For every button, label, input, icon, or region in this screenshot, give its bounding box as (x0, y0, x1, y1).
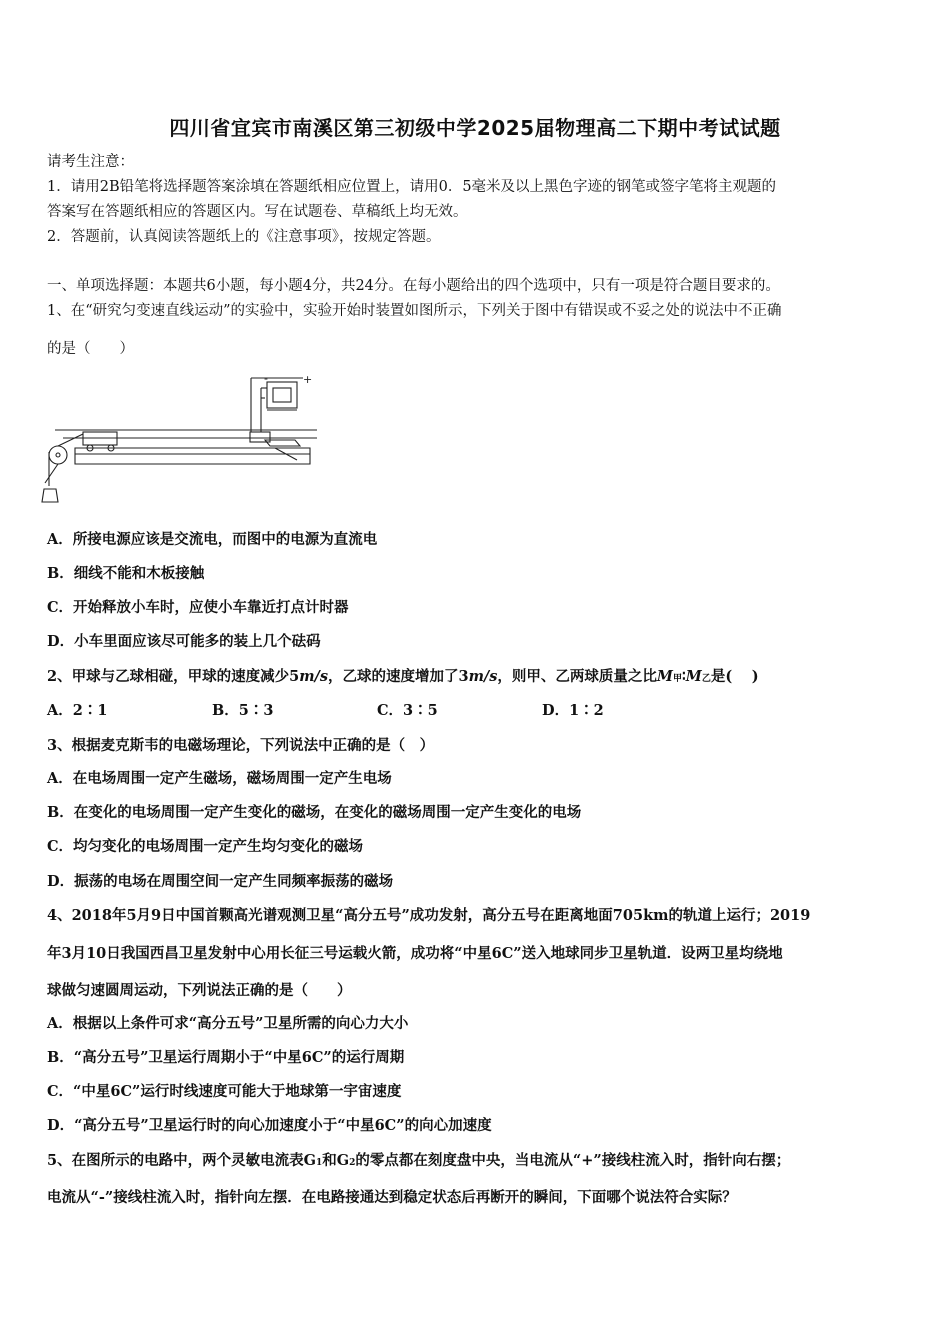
option-b: B．5∶3 (212, 702, 274, 719)
option-d: D．1∶2 (542, 702, 604, 719)
notice-line: 1．请用2B铅笔将选择题答案涂填在答题纸相应位置上，请用0．5毫米及以上黑色字迹的钢笔或签字笔将主观题的 (47, 179, 777, 195)
question-1-stem: 的是（ ） (47, 341, 134, 357)
question-4-stem: 4、2018年5月9日中国首颗高光谱观测卫星“高分五号”成功发射，高分五号在距离地面705km的轨道上运行；2019 (47, 907, 811, 924)
notice-line: 2．答题前，认真阅读答题纸上的《注意事项》，按规定答题。 (47, 229, 441, 245)
option-a: A．所接电源应该是交流电，而图中的电源为直流电 (47, 531, 378, 548)
option-a: A．在电场周围一定产生磁场，磁场周围一定产生电场 (47, 770, 392, 787)
option-b: B．在变化的电场周围一定产生变化的磁场，在变化的磁场周围一定产生变化的电场 (47, 804, 582, 821)
pulley (49, 446, 67, 464)
power-supply (267, 382, 297, 408)
question-3-stem: 3、根据麦克斯韦的电磁场理论，下列说法中正确的是（ ） (47, 737, 435, 754)
minus-terminal-label: - (264, 372, 268, 385)
option-d: D．振荡的电场在周围空间一定产生同频率振荡的磁场 (47, 873, 394, 890)
page-title: 四川省宜宾市南溪区第三初级中学2025届物理高二下期中考试试题 (169, 116, 781, 140)
option-d: D．小车里面应该尽可能多的装上几个砝码 (47, 633, 321, 650)
option-c: C．“中星6C”运行时线速度可能大于地球第一宇宙速度 (47, 1083, 402, 1100)
question-5-stem: 电流从“-”接线柱流入时，指针向左摆．在电路接通达到稳定状态后再断开的瞬间，下面哪个说法符合实际？ (47, 1189, 737, 1206)
plus-terminal-label: + (303, 373, 313, 386)
question-4-stem: 年3月10日我国西昌卫星发射中心用长征三号运载火箭，成功将“中星6C”送入地球同步卫星轨道．设两卫星均绕地 (47, 945, 783, 962)
option-b: B．细线不能和木板接触 (47, 565, 205, 582)
question-4-stem: 球做匀速圆周运动，下列说法正确的是（ ） (47, 982, 352, 999)
option-b: B．“高分五号”卫星运行周期小于“中星6C”的运行周期 (47, 1049, 405, 1066)
experiment-apparatus-figure (35, 368, 335, 508)
option-c: C．均匀变化的电场周围一定产生均匀变化的磁场 (47, 838, 364, 855)
option-a: A．2∶1 (47, 702, 108, 719)
question-1-stem: 1、在“研究匀变速直线运动”的实验中，实验开始时装置如图所示，下列关于图中有错误或不妥之处的说法中不正确 (47, 303, 782, 319)
option-d: D．“高分五号”卫星运行时的向心加速度小于“中星6C”的向心加速度 (47, 1117, 492, 1134)
question-2-options (47, 701, 707, 721)
question-2-stem: 2、甲球与乙球相碰，甲球的速度减少5m/s，乙球的速度增加了3m/s，则甲、乙两球质量之比M甲∶M乙是( ) (47, 668, 759, 685)
notice-line: 答案写在答题纸相应的答题区内。写在试题卷、草稿纸上均无效。 (47, 204, 468, 220)
question-5-stem: 5、在图所示的电路中，两个灵敏电流表G1和G2的零点都在刻度盘中央，当电流从“+”接线柱流入时，指针向右摆； (47, 1152, 791, 1169)
option-a: A．根据以上条件可求“高分五号”卫星所需的向心力大小 (47, 1015, 409, 1032)
option-c: C．3∶5 (377, 702, 438, 719)
hanging-weight (42, 489, 58, 502)
notice-heading: 请考生注意： (47, 154, 134, 170)
section-heading: 一、单项选择题：本题共6小题，每小题4分，共24分。在每小题给出的四个选项中，只有一项是符合题目要求的。 (47, 278, 780, 294)
option-c: C．开始释放小车时，应使小车靠近打点计时器 (47, 599, 349, 616)
